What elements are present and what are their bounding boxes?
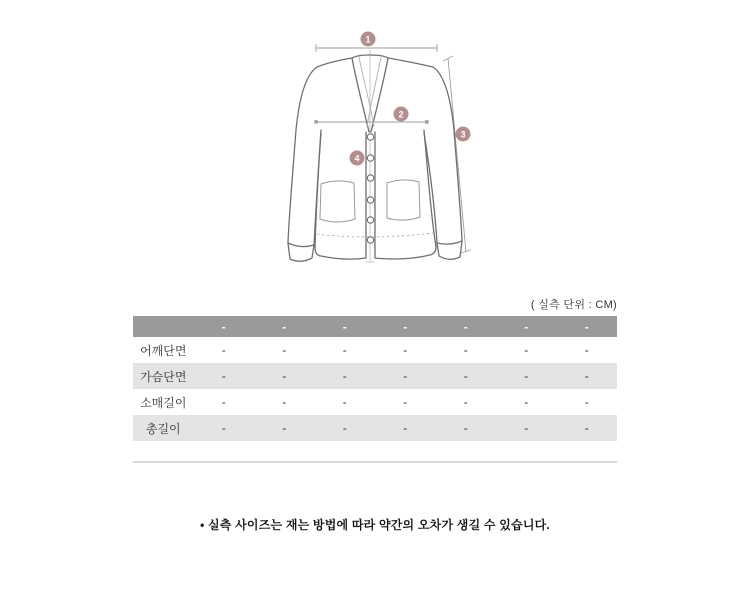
value-cell: - <box>282 421 287 435</box>
value-cell: - <box>221 343 226 357</box>
row-label: 어깨단면 <box>140 343 187 358</box>
measure-line-shoulder <box>316 44 437 52</box>
marker-1-number: 1 <box>365 34 371 45</box>
value-cell: - <box>463 421 468 435</box>
value-cell: - <box>403 395 408 409</box>
table-row-chest <box>133 363 617 389</box>
value-cell: - <box>342 421 347 435</box>
header-cell: - <box>342 319 347 334</box>
value-cell: - <box>403 369 408 383</box>
value-cell: - <box>221 421 226 435</box>
row-label: 총길이 <box>145 421 181 436</box>
value-cell: - <box>221 395 226 409</box>
row-label: 가슴단면 <box>140 369 187 384</box>
cardigan-buttons <box>367 134 373 243</box>
value-cell: - <box>282 369 287 383</box>
value-cell: - <box>463 395 468 409</box>
marker-4-front <box>350 151 365 166</box>
table-row-shoulder <box>133 337 617 363</box>
value-cell: - <box>524 369 529 383</box>
value-cell: - <box>342 395 347 409</box>
measurement-unit-note: ( 실측 단위 : CM) <box>530 299 617 311</box>
marker-3-length <box>456 127 471 142</box>
header-cell: - <box>221 319 226 334</box>
value-cell: - <box>584 369 589 383</box>
value-cell: - <box>282 343 287 357</box>
value-cell: - <box>463 343 468 357</box>
header-cell: - <box>463 319 468 334</box>
value-cell: - <box>342 369 347 383</box>
value-cell: - <box>524 395 529 409</box>
header-label-cell <box>133 316 194 337</box>
value-cell: - <box>524 421 529 435</box>
value-cell: - <box>282 395 287 409</box>
marker-4-number: 4 <box>354 153 360 164</box>
section-divider <box>133 461 617 463</box>
header-cell: - <box>524 319 529 334</box>
table-row-sleeve <box>133 389 617 415</box>
value-cell: - <box>584 395 589 409</box>
header-cell: - <box>403 319 408 334</box>
measure-line-length-side <box>443 56 471 253</box>
marker-2-chest <box>394 107 409 122</box>
value-cell: - <box>584 421 589 435</box>
value-cell: - <box>342 343 347 357</box>
garment-measurement-diagram <box>275 25 500 270</box>
cardigan-drawing <box>275 25 500 270</box>
table-header-row <box>133 316 617 337</box>
value-cell: - <box>221 369 226 383</box>
marker-2-number: 2 <box>398 109 404 120</box>
size-measurement-table <box>133 316 617 441</box>
header-cell: - <box>282 319 287 334</box>
header-cell: - <box>584 319 589 334</box>
table-row-total-length <box>133 415 617 441</box>
marker-3-number: 3 <box>460 129 466 140</box>
value-cell: - <box>524 343 529 357</box>
marker-1-shoulder <box>361 32 376 47</box>
measurement-disclaimer-note: • 실측 사이즈는 재는 방법에 따라 약간의 오차가 생길 수 있습니다. <box>200 518 550 532</box>
row-label: 소매길이 <box>140 395 187 410</box>
measure-line-chest <box>315 121 428 124</box>
value-cell: - <box>584 343 589 357</box>
value-cell: - <box>403 421 408 435</box>
value-cell: - <box>463 369 468 383</box>
value-cell: - <box>403 343 408 357</box>
